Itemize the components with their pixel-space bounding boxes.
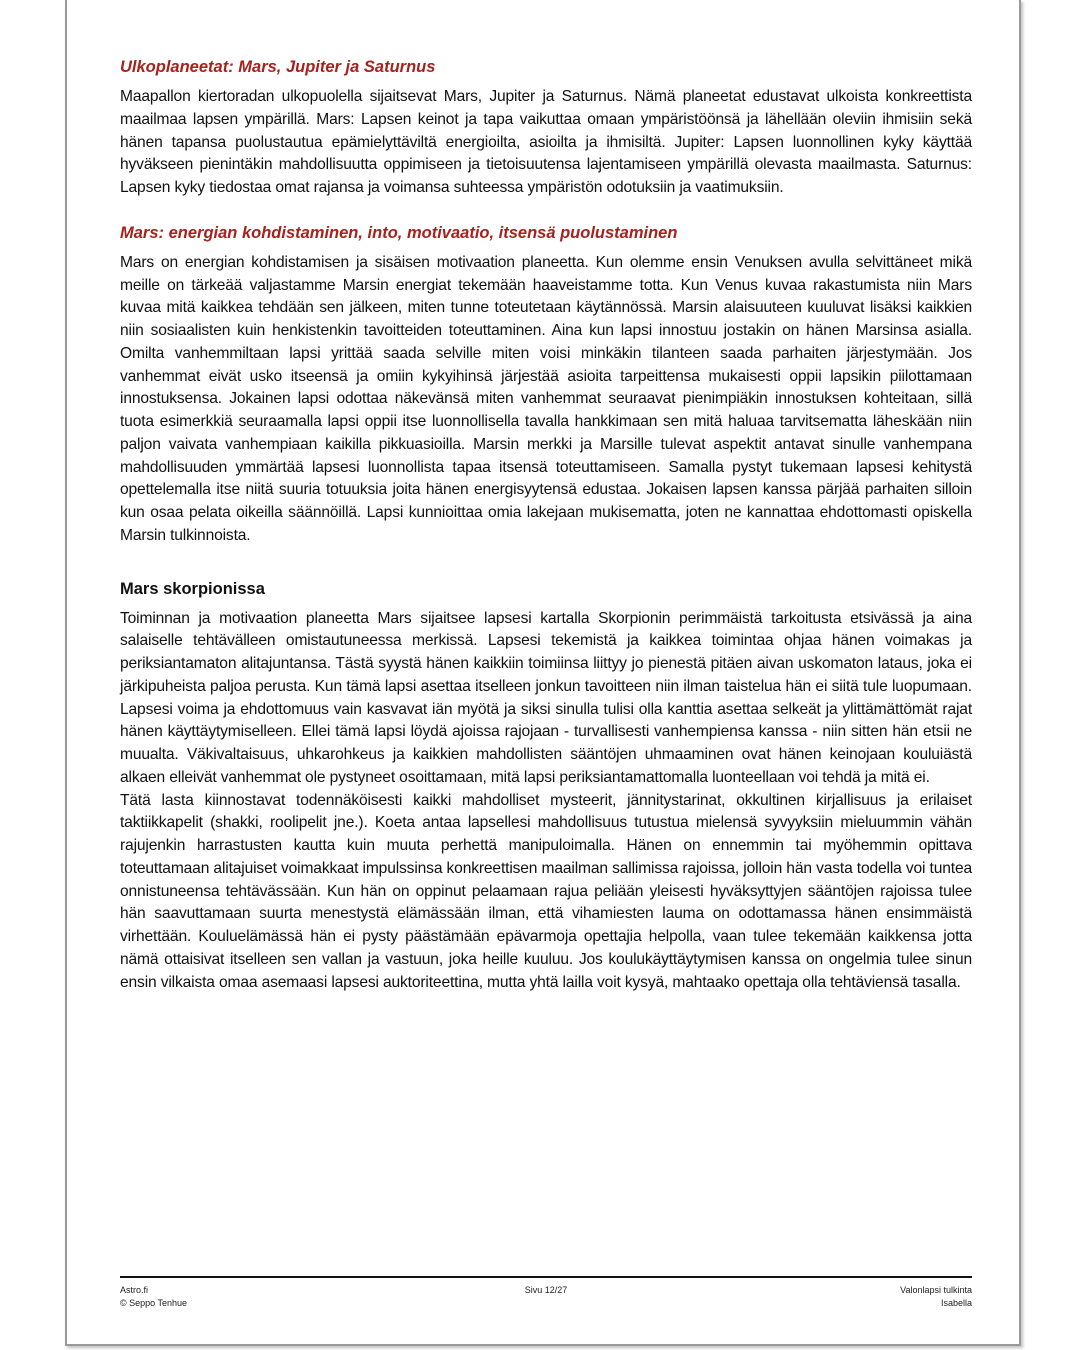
document-page xyxy=(65,0,1021,1346)
paragraph: Mars on energian kohdistamisen ja sisäisen motivaation planeetta. Kun olemme ensin Venuksen avulla selvittäneet mikä meille on tärkeää valjastamme Marsin energiat tekemään haaveistamme totta. Kun Venus kuvaa rakastumista niin Mars kuvaa mitä kaikkea tehdään sen jälkeen, miten tunne toteutetaan käytännössä. Marsin alaisuuteen kuuluvat lisäksi kaikkien niin sosiaalisten kuin henkistenkin tavoitteiden toteuttaminen. Aina kun lapsi innostuu jostakin on hänen Marsinsa asialla. Omilta vanhemmiltaan lapsi yrittää saada selville miten voisi minkäkin tilanteen saada parhaiten järjestymään. Jos vanhemmat eivät usko itseensä ja omiin kykyihinsä järjestää asioita tarpeittensa mukaisesti oppii lapsikin piilottamaan innostuksensa. Jokainen lapsi odottaa näkevänsä miten vanhemmat seuraavat pienimpiäkin innostuksen kohteitaan, sillä tuota esimerkkiä seuraamalla lapsi oppii itse luonnollisella tavalla hankkimaan sen mitä haluaa tarvitsematta läheskään niin paljon vaivata vanhempiaan kaikilla pikkuasioilla. Marsin merkki ja Marsille tulevat aspektit antavat sinulle vanhempana mahdollisuuden ymmärtää lapsesi luonnollista tapaa itsensä toteuttamiseen. Samalla pystyt tukemaan lapsesi kehitystä opettelemalla itse niitä suuria totuuksia joita hänen energisyytensä edustaa. Jokaisen lapsen kanssa pärjää parhaiten silloin kun osaa pelata oikeilla säännöillä. Lapsi kunnioittaa omia lakejaan mukisematta, joten ne kannattaa ehdottomasti opiskella Marsin tulkinnoista. xyxy=(120,253,972,544)
page-footer xyxy=(120,1276,972,1308)
footer-site: Astro.fi xyxy=(120,1285,149,1295)
paragraph: Tätä lasta kiinnostavat todennäköisesti kaikki mahdolliset mysteerit, jännitystarinat, okkultinen kirjallisuus ja erilaiset taktiikkapelit (shakki, roolipelit jne.). Koeta antaa lapsellesi mahdollisuus tutustua mielensä syvyyksiin mieluummin vähän rajujenkin harrastusten kautta kuin muuta perhettä manipuloimalla. Hänen on ennemmin tai myöhemmin opittava toteuttamaan alitajuiset voimakkaat impulssinsa konkreettisen maailman sallimissa rajoissa, jolloin hän vasta todella voi tuntea onnistuneensa tehtävässään. Kun hän on oppinut pelaamaan rajua peliään yleisesti hyväksyttyjen sääntöjen rajoissa tulee hän saavuttamaan suurta menestystä elämässään ilman, että vihamiesten lauma on odottamassa hänen ensimmäistä virhettään. Kouluelämässä hän ei pysty päästämään epävarmoja opettajia helpolla, vaan tulee tekemään kaikkensa jotta nämä ottaisivat itselleen sen vallan ja vastuun, joka heille kuuluu. Jos koulukäyttäytymisen kanssa on ongelmia tulee sinun ensin vilkaista omaa asemaasi lapsesi auktoriteettina, mutta yhtä lailla voit kysyä, mahtaako opettaja olla tehtäviensä tasalla. xyxy=(120,791,972,991)
page-content xyxy=(120,56,972,1016)
footer-left xyxy=(120,1284,187,1310)
section-mars xyxy=(120,222,972,548)
section-heading: Ulkoplaneetat: Mars, Jupiter ja Saturnus xyxy=(120,58,436,76)
section-heading: Mars: energian kohdistaminen, into, motivaatio, itsensä puolustaminen xyxy=(120,223,678,242)
paragraph: Maapallon kiertoradan ulkopuolella sijaitsevat Mars, Jupiter ja Saturnus. Nämä planeetat edustavat ulkoista konkreettista maailmaa lapsen ympärillä. Mars: Lapsen keinot ja tapa vaikuttaa omaan ympäristöönsä ja lähellään oleviin ihmisiin sekä hänen tapansa puolustautua epämielyttäviltä energioilta, asioilta ja ihmisiltä. Jupiter: Lapsen luonnollinen kyky käyttää hyväkseen pienintäkin mahdollisuutta oppimiseen ja tietoisuutensa lajentamiseen ympärillä olevasta maailmasta. Saturnus: Lapsen kyky tiedostaa omat rajansa ja voimansa suhteessa ympäristön odotuksiin ja vaatimuksiin. xyxy=(120,88,972,196)
footer-right xyxy=(900,1284,972,1310)
section-mars-in-scorpio xyxy=(120,578,972,995)
footer-copyright: © Seppo Tenhue xyxy=(120,1298,188,1308)
footer-page-number: Sivu 12/27 xyxy=(524,1285,568,1295)
section-heading: Mars skorpionissa xyxy=(120,579,265,598)
paragraph: Toiminnan ja motivaation planeetta Mars sijaitsee lapsesi kartalla Skorpionin perimmäistä tarkoitusta etsivässä ja aina salaiselle tehtävälleen omistautuneessa merkissä. Lapsesi tekemistä ja kaikkea toimintaa ohjaa hänen voimakas ja periksiantamaton alitajuntansa. Tästä syystä hänen kaikkiin toimiinsa liittyy jo pienestä pitäen aivan uskomaton lataus, joka ei järkipuheista paljoa perusta. Kun tämä lapsi asettaa itselleen jonkun tavoitteen niin ilman taistelua hän ei siitä tule luopumaan. Lapsesi voima ja ehdottomuus vain kasvavat iän myötä ja siksi sinulla tulisi olla kanttia asettaa selkeät ja ylittämättömät rajat hänen käyttäytymiselleen. Ellei tämä lapsi löydä ajoissa rajojaan - turvallisesti vanhempiensa kanssa - niin sitten hän etsii ne muualta. Väkivaltaisuus, uhkarohkeus ja kaikkien mahdollisten sääntöjen uhmaaminen ovat hänen keinojaan kouluiästä alkaen elleivät vanhemmat ole pystyneet osoittamaan, mitä lapsi periksiantamattomalla luonteellaan voi tehdä ja mitä ei. xyxy=(120,609,972,786)
footer-report-type: Valonlapsi tulkinta xyxy=(900,1285,972,1295)
section-outer-planets xyxy=(120,56,972,200)
footer-child-name: Isabella xyxy=(940,1298,972,1308)
